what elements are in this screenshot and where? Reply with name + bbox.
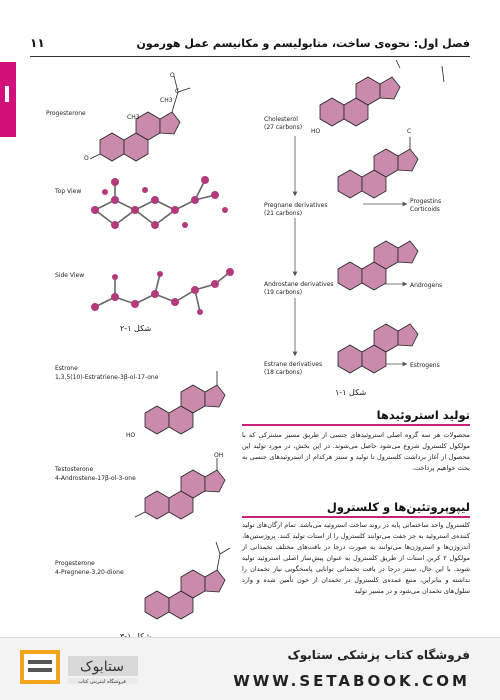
cholesterol-carbons: (27 carbons) xyxy=(264,124,303,131)
cholesterol-ho: HO xyxy=(311,128,321,135)
logo-text: ستابوک xyxy=(80,659,124,675)
estrane-carbons: (18 carbons) xyxy=(264,369,303,376)
androgens-label: Androgens xyxy=(410,282,443,289)
androstane-carbons: (19 carbons) xyxy=(264,289,303,296)
setabook-logo[interactable] xyxy=(20,648,145,690)
section-heading-steroid-production xyxy=(242,408,470,426)
ch3-label-a: CH3 xyxy=(127,114,140,121)
estrone-label: Estrone xyxy=(55,365,78,372)
testosterone-oh: OH xyxy=(214,452,224,459)
testosterone-label: Testosterone xyxy=(55,466,94,473)
side-view-model xyxy=(90,262,240,322)
section-heading-lipoproteins xyxy=(242,500,470,518)
side-view-label: Side View xyxy=(55,272,85,279)
ring-o-label: O xyxy=(84,155,89,162)
pregnane-structure xyxy=(330,135,430,205)
logo-subtext: فروشگاه اینترنتی کتاب xyxy=(78,679,126,685)
page-number: ۱۱ xyxy=(30,36,45,50)
pregnane-carbons: (21 carbons) xyxy=(264,210,303,217)
chapter-tab xyxy=(0,62,16,137)
store-url[interactable]: WWW.SETABOOK.COM xyxy=(233,672,470,690)
testosterone-structure xyxy=(130,450,240,530)
section-paragraph: کلسترول واحد ساختمانی پایه در روند ساخت استروئید می‌باشد. تمام ارگان‌های تولید کننده‌ی استروئید به جز جفت می‌توانند کلسترول را از استات تولید کنند. پروژستین‌ها، آندروژن‌ها و استروژن‌ها می‌توانند به صورت درجا در بافت‌های مختلف تخمدانی از مولکول ۲ کربن استات از طریق کلسترول به عنوان پیش‌ساز اصلی استروئید تولید شوند. با این حال، سنتز درجا در بافت تخمدانی توانایی پاسخگویی نیاز تخمدان را نداشته و بنابراین، منبع عمده‌ی کلسترول در تخمدان از خون تأمین شده و وارد سلول‌های تخمدان می‌شود و در مسیر تولید xyxy=(242,521,470,595)
figure-1-2-caption: شکل ۱-۲ xyxy=(120,324,152,333)
ch3-label-b: CH3 xyxy=(160,97,173,104)
figure-1-1-caption: شکل ۱-۱ xyxy=(335,388,367,397)
carbon-label: C xyxy=(175,88,180,95)
pregnane-label: Pregnane derivatives xyxy=(264,202,328,209)
progesterone-structure xyxy=(70,60,230,170)
estrone-ho: HO xyxy=(126,432,136,439)
c-label: C xyxy=(407,128,412,135)
cholesterol-structure xyxy=(310,60,460,140)
progesterone-label: Progesterone xyxy=(46,110,86,117)
section-paragraph: محصولات هر سه گروه اصلی استروئیدهای جنسی از طریق مسیر مشترکی که با مولکول کلسترول شروع می‌شود حاصل می‌شوند. در این بخش، در مورد تولید این محصول از آغاز برداشت کلسترول تا تولید و سنتز هرکدام از استروئیدهای جنسی به بحث خواهیم پرداخت. xyxy=(242,431,470,472)
progesterone2-structure xyxy=(130,540,240,630)
estrone-structure xyxy=(130,365,240,445)
corticoids-label: Corticoids xyxy=(410,206,440,213)
store-footer xyxy=(0,637,500,700)
estrone-iupac: 1,3,5(10)-Estratriene-3β-ol-17-one xyxy=(55,374,159,381)
header-divider xyxy=(30,56,470,57)
progesterone2-label: Progesterone xyxy=(55,560,95,567)
top-view-label: Top View xyxy=(55,188,82,195)
estrogens-label: Estrogens xyxy=(410,362,440,369)
progesterone2-iupac: 4-Pregnene-3,20-dione xyxy=(55,569,124,576)
page-header xyxy=(30,34,470,52)
store-name: فروشگاه کتاب پزشکی ستابوک xyxy=(287,648,470,662)
chapter-title: فصل اول: نحوه‌ی ساخت، متابولیسم و مکانیسم عمل هورمون xyxy=(136,36,470,50)
progestins-label: Progestins xyxy=(410,198,442,205)
cholesterol-label: Cholesterol xyxy=(264,116,298,123)
ketone-o-label: O xyxy=(170,72,175,79)
testosterone-iupac: 4-Androstene-17β-ol-3-one xyxy=(55,475,136,482)
section-title: تولید استروئیدها xyxy=(376,408,470,422)
estrane-label: Estrane derivatives xyxy=(264,361,323,368)
section-title: لیپوپروتئین‌ها و کلسترول xyxy=(326,500,470,514)
top-view-model xyxy=(85,170,235,250)
androstane-label: Androstane derivatives xyxy=(264,281,334,288)
